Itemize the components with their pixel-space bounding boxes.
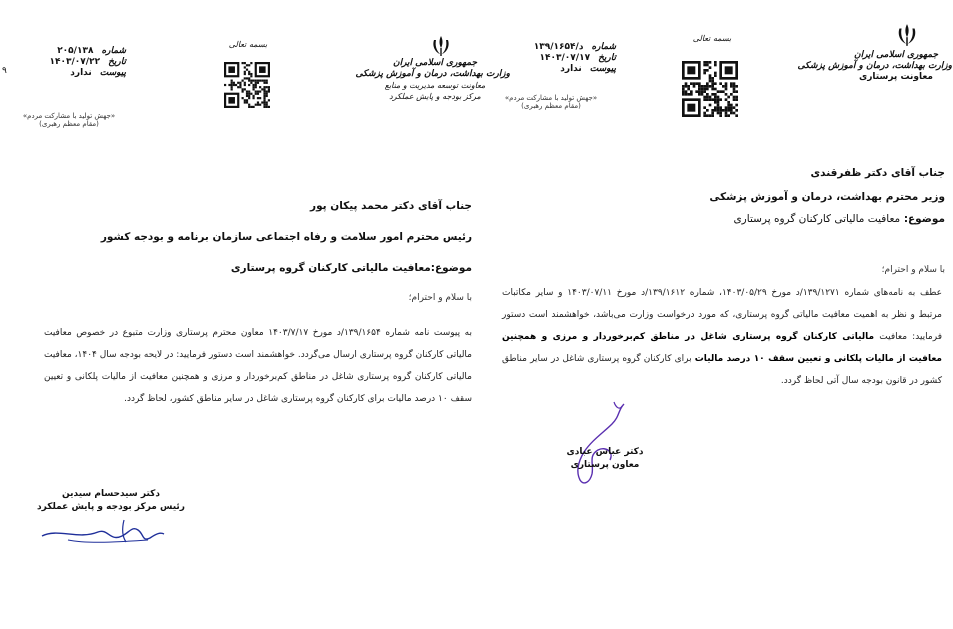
reference-attachment-row: پیوست ندارد — [70, 68, 126, 78]
addressee-name: جناب آقای دکتر محمد پیکان پور — [310, 200, 472, 212]
subject: موضوع: معافیت مالیاتی کارکنان گروه پرستاری — [733, 213, 945, 225]
qr-code — [221, 62, 273, 112]
reference-number-row: شماره ۲۰۵/۱۳۸ — [57, 46, 126, 56]
emblem-icon — [430, 34, 452, 58]
signature-scribble — [558, 400, 638, 490]
qr-code-image — [221, 62, 273, 108]
letter-right — [480, 0, 953, 629]
slogan: «جهش تولید با مشارکت مردم» (مقام معظم رهبری) — [22, 112, 116, 128]
addressee-title: وزیر محترم بهداشت، درمان و آموزش پزشکی — [709, 191, 945, 203]
ministry-header: جمهوری اسلامی ایران وزارت بهداشت، درمان و آموزش پزشکی معاونت پرستاری — [797, 50, 952, 82]
reference-attachment-row: پیوست ندارد — [560, 64, 616, 74]
qr-code — [682, 56, 738, 126]
addressee-title: رئیس محترم امور سلامت و رفاه اجتماعی سازمان برنامه و بودجه کشور — [100, 231, 472, 243]
greeting: با سلام و احترام؛ — [881, 265, 945, 275]
reference-block — [36, 46, 126, 79]
margin-digit: ۹ — [2, 66, 7, 76]
addressee-name: جناب آقای دکتر ظفرقندی — [810, 167, 945, 179]
signature-block: دکتر سیدحسام سیدین رئیس مرکز بودجه و پایش عملکرد — [37, 489, 185, 512]
reference-date-row: تاریخ ۱۴۰۳/۰۷/۲۲ — [49, 57, 126, 67]
signature-scribble — [38, 514, 168, 548]
letter-body: به پیوست نامه شماره ۱۳۹/۱۶۵۴/د مورخ ۱۴۰۳/۷/۱۷ معاون محترم پرستاری وزارت متبوع در خصوص معافیت مالیاتی کارکنان گروه پرستاری ارسال می‌گردد. خواهشمند است دستور فرمایید: در لایحه بودجه سال ۱۴۰۴، معافیت مالیاتی کارکنان گروه پرستاری شاغل در مناطق کم‌برخوردار و مرزی و همچنین معافیت از مالیات پلکانی و تعیین سقف ۱۰ درصد مالیات برای کارکنان گروه پرستاری شاغل در سایر مناطق کشور، لحاظ گردد. — [44, 328, 473, 404]
subject: موضوع:معافیت مالیاتی کارکنان گروه پرستاری — [230, 262, 472, 274]
greeting: با سلام و احترام؛ — [408, 293, 472, 303]
emblem-icon — [895, 22, 919, 48]
bismillah: بسمه تعالی — [228, 40, 268, 49]
reference-number-row: شماره د/۱۳۹/۱۶۵۴ — [533, 42, 616, 52]
reference-date-row: تاریخ ۱۴۰۳/۰۷/۱۷ — [539, 53, 616, 63]
signature-block: دکتر عباس عبادی معاون پرستاری — [566, 447, 644, 470]
slogan: «جهش تولید با مشارکت مردم» (مقام معظم رهبری) — [504, 94, 598, 110]
letter-body: عطف به نامه‌های شماره ۱۳۹/۱۲۷۱/د مورخ ۱۴۰۳/۰۵/۲۹، شماره ۱۳۹/۱۶۱۲/د مورخ ۱۴۰۳/۰۷/۱۱ و سایر مکاتبات مرتبط و نظر به اهمیت معافیت مالیاتی گروه پرستاری، که مورد درخواست وزارت می‌باشد، خواهشمند است دستور فرمایید: معافیت مالیاتی کارکنان گروه پرستاری شاغل در مناطق کم‌برخوردار و مرزی و همچنین معافیت از مالیات پلکانی و تعیین سقف ۱۰ درصد مالیات برای کارکنان گروه پرستاری شاغل در سایر مناطق کشور در قانون بودجه سال آتی لحاظ گردد. — [502, 288, 943, 386]
bismillah: بسمه تعالی — [692, 34, 732, 43]
ministry-header: جمهوری اسلامی ایران وزارت بهداشت، درمان و آموزش پزشکی معاونت توسعه مدیریت و منابع مرکز بودجه و پایش عملکرد — [355, 58, 510, 101]
reference-block — [516, 42, 616, 75]
qr-code-image — [682, 56, 738, 122]
